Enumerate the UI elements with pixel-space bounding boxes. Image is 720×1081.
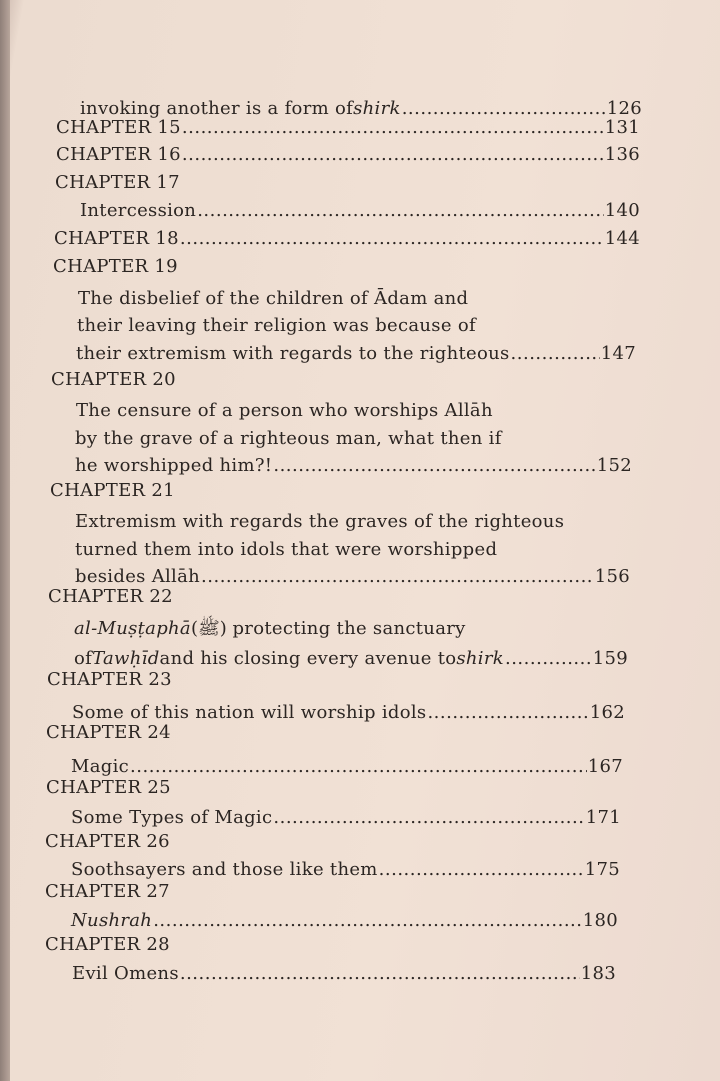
dot-leader xyxy=(197,198,604,224)
page-number: 180 xyxy=(582,910,618,931)
dot-leader xyxy=(511,341,600,367)
toc-entry xyxy=(45,932,640,958)
page-number: 156 xyxy=(594,566,630,587)
entry-text: Intercession xyxy=(80,200,197,221)
dot-leader xyxy=(273,805,584,831)
entry-text: Extremism with regards the graves of the righteous xyxy=(75,511,565,532)
entry-text: The censure of a person who worships Allāh xyxy=(76,400,493,421)
entry-text: Soothsayers and those like them xyxy=(71,859,378,880)
page-number: 175 xyxy=(584,859,620,880)
page-number: 152 xyxy=(596,455,632,476)
entry-text: besides Allāh xyxy=(75,566,201,587)
toc-entry xyxy=(71,908,618,934)
chapter-heading: CHAPTER 19 xyxy=(53,256,178,277)
toc-entry xyxy=(74,616,640,642)
chapter-heading: CHAPTER 16 xyxy=(56,144,181,165)
page-number: 144 xyxy=(604,228,640,249)
toc-entry xyxy=(56,115,640,141)
chapter-heading: CHAPTER 28 xyxy=(45,934,170,955)
toc-entry xyxy=(45,879,640,905)
chapter-heading: CHAPTER 24 xyxy=(46,722,171,743)
entry-text-italic: Tawḥīd xyxy=(92,648,160,669)
chapter-heading: CHAPTER 18 xyxy=(54,228,179,249)
toc-entry xyxy=(51,367,640,393)
dot-leader xyxy=(153,908,582,934)
toc-entry xyxy=(75,537,640,563)
toc-entry xyxy=(50,478,640,504)
dot-leader xyxy=(273,453,595,479)
entry-text: Some of this nation will worship idols xyxy=(72,702,427,723)
toc-entry xyxy=(45,829,640,855)
entry-text: The disbelief of the children of Ādam and xyxy=(78,288,469,309)
entry-text: turned them into idols that were worshipped xyxy=(75,539,498,560)
chapter-heading: CHAPTER 25 xyxy=(46,777,171,798)
page-number: 147 xyxy=(600,343,636,364)
dot-leader xyxy=(182,142,604,168)
toc-entry xyxy=(77,313,640,339)
entry-text: invoking another is a form of xyxy=(80,98,354,119)
toc-entry xyxy=(75,509,640,535)
entry-text-italic: Nushrah xyxy=(71,910,153,931)
toc-entry xyxy=(46,720,640,746)
entry-text-italic: al-Muṣṭaphā xyxy=(74,618,191,639)
chapter-heading: CHAPTER 21 xyxy=(50,480,175,501)
page-number: 159 xyxy=(592,648,628,669)
page-number: 140 xyxy=(604,200,640,221)
chapter-heading: CHAPTER 26 xyxy=(45,831,170,852)
toc-entry xyxy=(80,198,640,224)
toc-entry xyxy=(54,226,640,252)
chapter-heading: CHAPTER 20 xyxy=(51,369,176,390)
toc-entry xyxy=(75,426,640,452)
entry-text: by the grave of a righteous man, what then if xyxy=(75,428,502,449)
toc-entry xyxy=(55,170,640,196)
entry-text: Magic xyxy=(71,756,130,777)
page-number: 183 xyxy=(580,963,616,984)
chapter-heading: CHAPTER 17 xyxy=(55,172,180,193)
dot-leader xyxy=(180,961,580,987)
page-number: 126 xyxy=(606,98,642,119)
toc-entry xyxy=(46,775,640,801)
entry-text: Some Types of Magic xyxy=(71,807,273,828)
entry-text-italic: shirk xyxy=(456,648,504,669)
toc-entry xyxy=(71,805,621,831)
page-number: 162 xyxy=(589,702,625,723)
page-number: 131 xyxy=(604,117,640,138)
page-number: 171 xyxy=(585,807,621,828)
entry-text: he worshipped him?! xyxy=(75,455,273,476)
toc-entry xyxy=(75,453,632,479)
toc-entry xyxy=(53,254,640,280)
dot-leader xyxy=(180,226,604,252)
chapter-heading: CHAPTER 23 xyxy=(47,669,172,690)
toc-entry xyxy=(78,286,640,312)
entry-text: (ﷺ) protecting the sanctuary xyxy=(190,618,466,639)
page-number: 136 xyxy=(604,144,640,165)
chapter-heading: CHAPTER 27 xyxy=(45,881,170,902)
toc-entry xyxy=(72,961,616,987)
toc-entry xyxy=(48,584,640,610)
entry-text: and his closing every avenue to xyxy=(159,648,457,669)
toc-entry xyxy=(56,142,640,168)
entry-text: of xyxy=(74,648,93,669)
dot-leader xyxy=(182,115,604,141)
toc-entry xyxy=(47,667,640,693)
chapter-heading: CHAPTER 15 xyxy=(56,117,181,138)
chapter-heading: CHAPTER 22 xyxy=(48,586,173,607)
entry-text: Evil Omens xyxy=(72,963,179,984)
toc-entry xyxy=(76,398,640,424)
entry-text-italic: shirk xyxy=(353,98,401,119)
page-number: 167 xyxy=(587,756,623,777)
entry-text: their leaving their religion was because of xyxy=(77,315,476,336)
entry-text: their extremism with regards to the righteous xyxy=(76,343,510,364)
toc-entry xyxy=(76,341,636,367)
